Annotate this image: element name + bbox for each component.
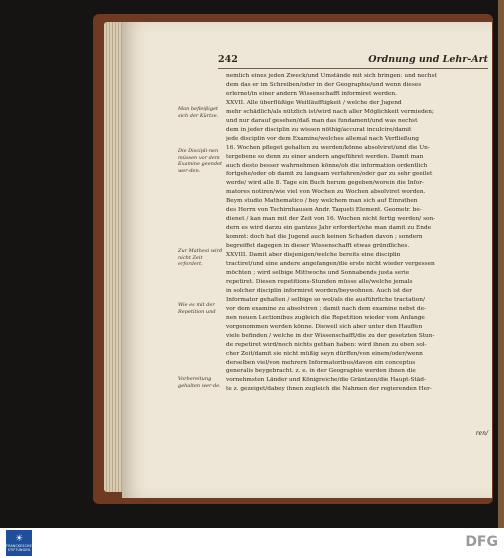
text-line: viele befinden / welche in der Wissenschafft/die zu der gesetzten Stun- [226,332,435,339]
text-line: und nur darauf gesehen/daß man das fundament/und was nechst [226,117,418,124]
text-line: begreiffet dagegen in dieser Wissenschafft etwas gründliches. [226,243,410,250]
text-line: vor dem examine zu absolviren ; damit nach dem examine nebst de- [226,305,427,312]
text-line: werde/ wird alle 8. Tage ein Buch herum gegeben/worein die Infor- [226,180,425,187]
text-line: matores notiren/wie viel von Wochen zu Wochen absolviret worden. [226,189,426,196]
text-line: jede disciplin vor dem Examine/welches allemal nach Verfließung [226,135,419,142]
margin-note: Die Discipli-nen müssen vor dem Examine geendet wer-den. [178,148,223,174]
text-line: fortgehe/oder ob damit zu langsam verfahren/oder gar zu sehr geeilet [226,171,433,178]
text-line: tergebene so denn zu einer andern angeführet werden. Damit man [226,153,424,160]
text-line: dem das er im Schreiben/oder in der Geographie/und wenn dieses [226,81,422,88]
franckesche-stiftungen-logo [6,530,32,556]
text-line: nemlich eines jeden Zweck/und Umstände mit sich bringen: und nechst [226,73,437,79]
margin-note: Man befleißiget sich der Kürtze. [178,106,219,119]
book-page [122,22,492,498]
margin-note: Zur Mathesi wird nicht Zeit erfordert. [178,248,223,267]
text-line: dem in jeder disciplin zu wissen nöthig/accurat inculcire/damit [226,126,412,133]
text-line: derselben viel/von mehrern Informatoribus/davon ein conceptus [226,359,416,366]
text-line: erlernet/in einer andern Wissenschafft informiret werden. [226,90,397,97]
adjacent-page-strip [498,0,504,528]
dfg-logo: DFG [465,534,498,550]
text-line: vornehmsten Länder und Königreiche/die Gräntzen/die Haupt-Städ- [226,377,426,384]
header-rule [218,68,488,69]
text-line: repetiret. Diesen repetitions-Stunden müsse alle/welche jemals [226,278,413,285]
body-text [226,72,488,394]
text-line: XXVIII. Damit aber diejenigen/welche bereits eine disciplin [226,252,401,259]
text-line: in solcher disciplin informiret worden/beywohnen. Auch ist der [226,287,413,294]
logo-text-line1: FRANCKESCHE [6,543,32,548]
text-line: mehr schädlich/als nützlich ist/wird nach aller Möglichkeit vermieden; [226,108,434,115]
text-line: XXVII. Alle überflüßige Weitläufftigkeit / welche der Jugend [226,99,402,106]
margin-note: Vorbereitung gehalten wer-de. [178,376,221,389]
text-line: möchten ; wird selbige Mittwochs und Sonnabends justa serie [226,269,410,276]
footer-bar [0,528,504,558]
logo-text-line2: STIFTUNGEN [7,547,31,552]
text-line: Beym studio Mathematico / bey welchem man sich auf Einrathen [226,198,418,205]
text-line: 16. Wochen pfleget gehalten zu werden/könne absolviret/und die Un- [226,144,430,151]
text-line: Informator gehalten / selbige so wol/als die ausführliche tractation/ [226,296,425,303]
text-line: te z. gezeiget/dabey ihnen zugleich die Nahmen der regierenden Her- [226,386,432,393]
text-line: tractiret/und eine andere angefangen/die erste nicht wieder vergessen [226,261,435,268]
page-header [218,54,488,68]
text-line: des Herrn von Tschirnhausen Andr. Taqueti Element. Geometr. be- [226,207,422,214]
sun-emblem-icon: ☀ [14,533,24,544]
running-title: Ordnung und Lehr-Art [368,54,488,65]
text-line: kommt: doch hat die Jugend auch keinen Schaden davon ; sondern [226,234,423,241]
text-line: dern es wird darzu ein gantzes Jahr erfordert/ehe man damit zu Ende [226,225,432,232]
text-line: generalis beygebracht. z. e. in der Geographie werden ihnen die [226,368,416,375]
catchword: ren/ [475,430,488,437]
text-line: vorgenommen werden könne. Dieweil sich aber unter den Hauffen [226,323,423,330]
page-number: 242 [218,54,238,65]
text-line: cher Zeit/damit sie nicht müßig seyn dürffen/von einem/oder/wenn [226,350,423,357]
margin-note: Wie es mit der Repetition und [178,302,216,315]
text-line: auch desto besser wahrnehmen könne/ob die information ordentlich [226,162,428,169]
text-line: dienet / kan man mit der Zeit von 16. Wochen nicht fertig werden/ son- [226,216,436,223]
text-line: de repetiret wird/noch nichts gethan haben: wird ihnen zu eben sol- [226,341,427,348]
text-line: nen neuen Lectionibus zugleich die Repetition wieder vom Anfange [226,314,425,321]
